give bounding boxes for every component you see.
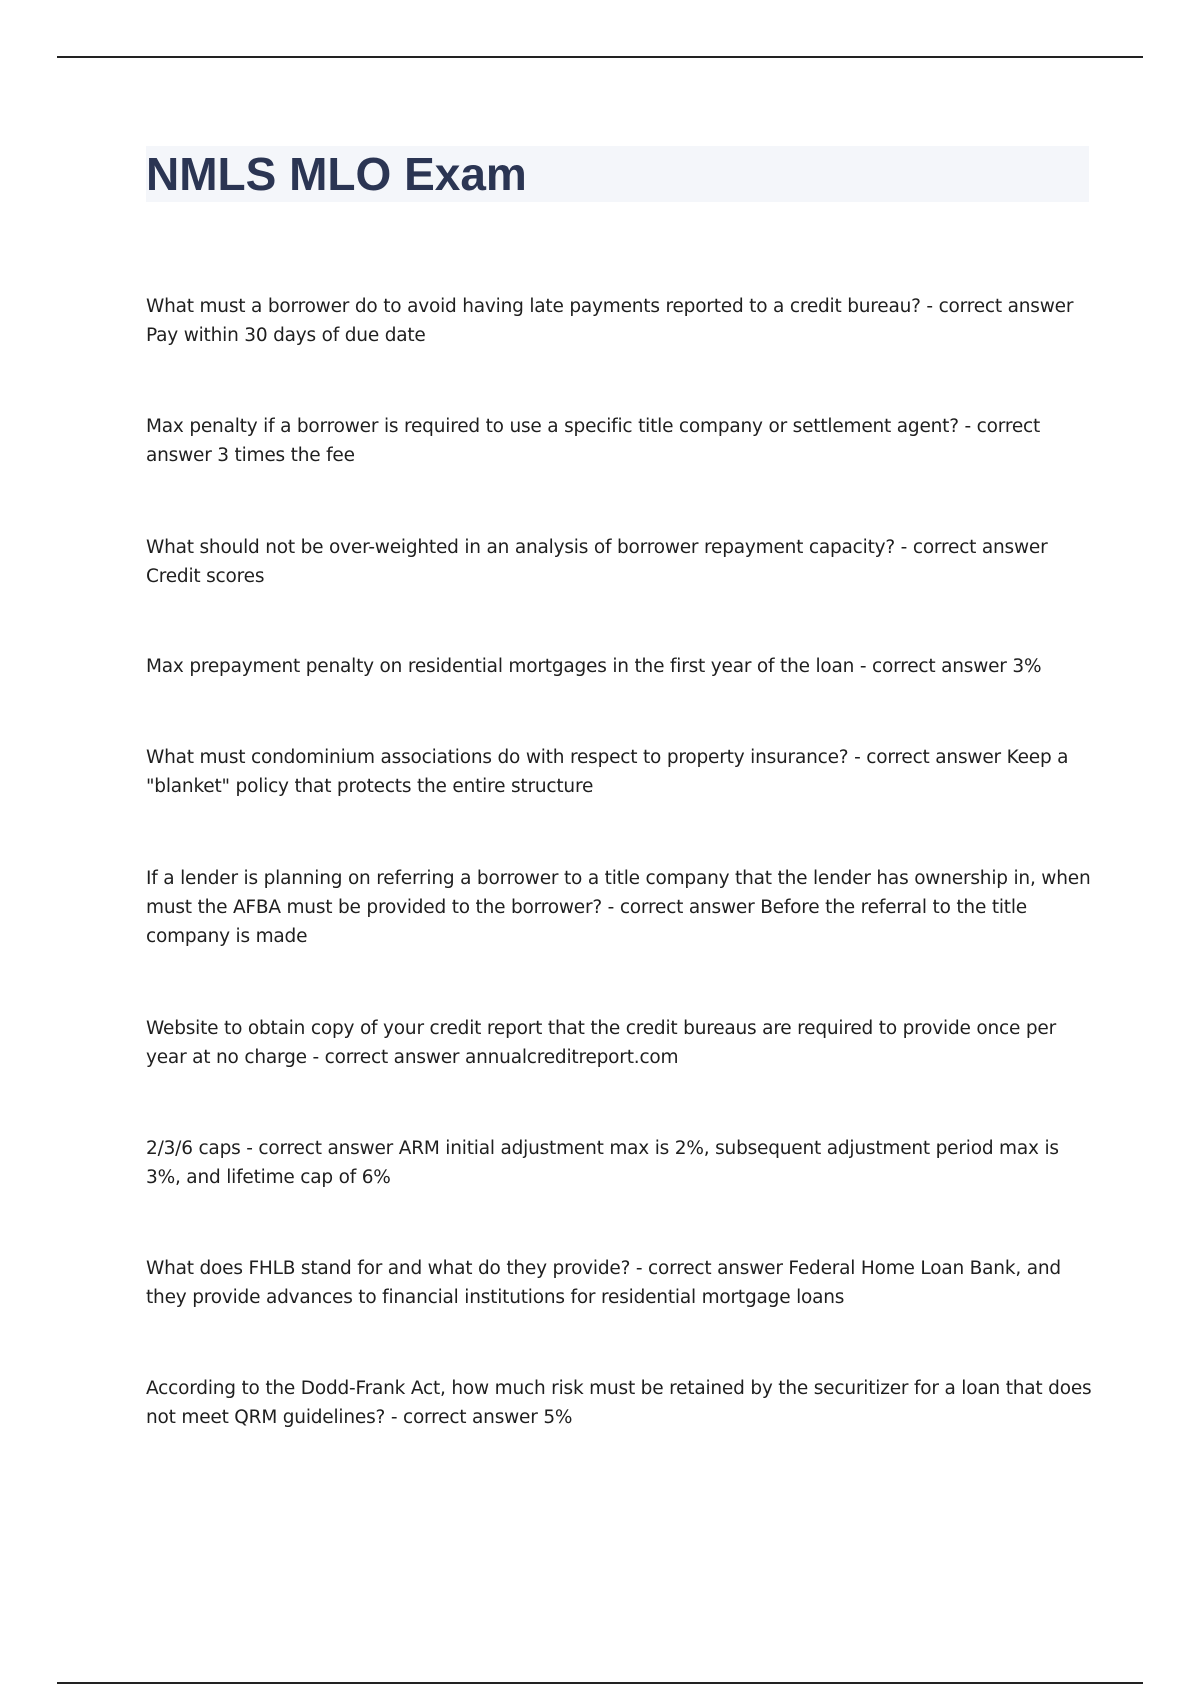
qa-item: If a lender is planning on referring a borrower to a title company that the lender has ownership in, when must the AFBA must be provided to the borrower? - correct answer Before the referral to the title company is made: [146, 868, 1091, 947]
qa-item: According to the Dodd-Frank Act, how much risk must be retained by the securitizer for a loan that does not meet QRM guidelines? - correct answer 5%: [146, 1378, 1092, 1428]
header-rule: [57, 56, 1143, 58]
qa-item: What should not be over-weighted in an analysis of borrower repayment capacity? - correct answer Credit scores: [146, 537, 1048, 587]
footer-rule: [57, 1682, 1143, 1684]
qa-item: What must condominium associations do with respect to property insurance? - correct answer Keep a "blanket" policy that protects the entire structure: [146, 747, 1069, 797]
qa-item: What does FHLB stand for and what do they provide? - correct answer Federal Home Loan Bank, and they provide advances to financial institutions for residential mortgage loans: [146, 1258, 1061, 1308]
qa-item: What must a borrower do to avoid having late payments reported to a credit bureau? - correct answer Pay within 30 days of due date: [146, 296, 1074, 346]
qa-item: Website to obtain copy of your credit report that the credit bureaus are required to provide once per year at no charge - correct answer annualcreditreport.com: [146, 1018, 1056, 1068]
qa-item: 2/3/6 caps - correct answer ARM initial adjustment max is 2%, subsequent adjustment period max is 3%, and lifetime cap of 6%: [146, 1138, 1059, 1188]
title-banner: [146, 146, 1089, 202]
qa-item: Max prepayment penalty on residential mortgages in the first year of the loan - correct answer 3%: [146, 656, 1042, 677]
page-title: NMLS MLO Exam: [146, 148, 527, 200]
qa-item: Max penalty if a borrower is required to use a specific title company or settlement agent? - correct answer 3 times the fee: [146, 416, 1041, 466]
